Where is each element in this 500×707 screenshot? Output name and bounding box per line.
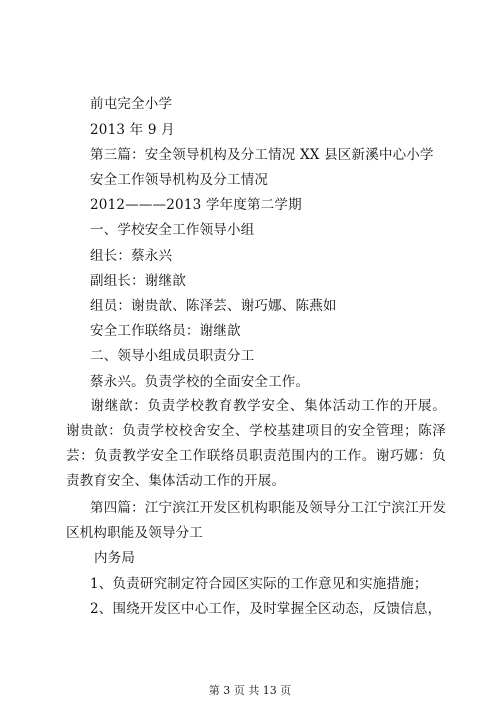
section-heading-2: 二、领导小组成员职责分工 [90,348,255,364]
liaison-line: 安全工作联络员：谢继歆 [90,323,241,339]
deputy-leader-line: 副组长：谢继歆 [90,273,186,289]
page-number: 第 3 页 共 13 页 [208,684,292,697]
duty-line-1: 蔡永兴。负责学校的全面安全工作。 [90,374,310,390]
date-line: 2013 年 9 月 [90,122,175,138]
duties-paragraph-text: 谢继歆：负责学校教育教学安全、集体活动工作的开展。谢贵歆：负责学校校舍安全、学校基建项目的安全管理；陈泽芸：负责教学安全工作联络员职责范围内的工作。谢巧娜：负责教育安全、集体活动工作的开展。 [66,398,446,489]
school-name: 前屯完全小学 [90,96,173,112]
members-line: 组员：谢贵歆、陈泽芸、谢巧娜、陈燕如 [90,298,337,314]
semester-line: 2012———2013 学年度第二学期 [90,197,302,213]
list-item: 1、负责研究制定符合园区实际的工作意见和实施措施； [90,576,428,592]
section-heading-1: 一、学校安全工作领导小组 [90,222,255,238]
chapter-four-title-line-2: 区机构职能及领导分工 [66,525,203,541]
chapter-three-title: 第三篇：安全领导机构及分工情况 XX 县区新溪中心小学 [90,147,434,163]
duties-paragraph [66,394,446,494]
department-heading: 内务局 [94,550,136,566]
leader-line: 组长：蔡永兴 [90,248,173,264]
chapter-four-title-line-1: 第四篇：江宁滨江开发区机构职能及领导分工江宁滨江开发 [90,500,447,516]
list-item: 2、围绕开发区中心工作，及时掌握全区动态，反馈信息， [90,601,442,617]
subtitle: 安全工作领导机构及分工情况 [90,172,269,188]
